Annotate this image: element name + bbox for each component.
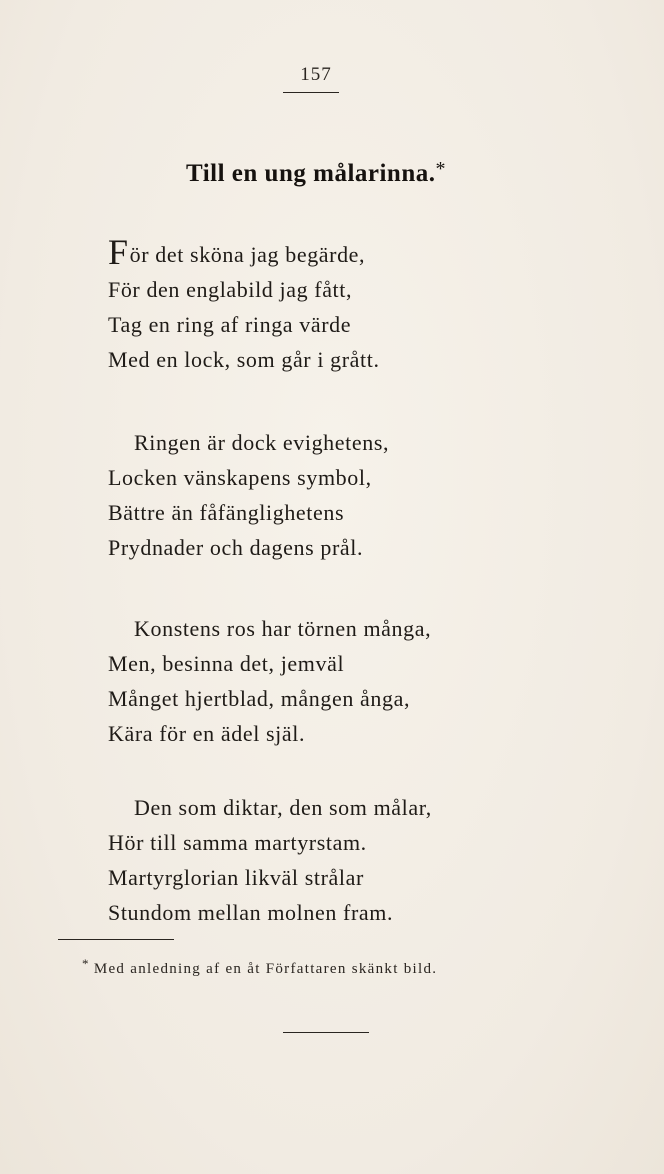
poem-line: Martyrglorian likväl strålar <box>108 865 364 890</box>
drop-cap: F <box>108 232 129 272</box>
page-number-rule <box>283 92 339 93</box>
poem-line: Med en lock, som går i grått. <box>108 347 380 372</box>
poem-line: Stundom mellan molnen fram. <box>108 900 394 925</box>
footnote-rule <box>58 939 174 940</box>
poem-line: För den englabild jag fått, <box>108 277 353 302</box>
footnote-marker: * <box>82 956 90 971</box>
poem-line-first <box>108 232 628 272</box>
first-line-rest: ör det sköna jag begärde, <box>129 242 366 267</box>
poem-line: Hör till samma martyrstam. <box>108 830 367 855</box>
stanza-3 <box>108 611 628 751</box>
end-rule <box>283 1032 369 1033</box>
poem-line: Locken vänskapens symbol, <box>108 465 372 490</box>
footnote-reference-marker: * <box>435 158 446 180</box>
poem-line: Tag en ring af ringa värde <box>108 312 352 337</box>
poem-line: Men, besinna det, jemväl <box>108 651 345 676</box>
poem-title <box>0 158 632 188</box>
stanza-2 <box>108 425 628 565</box>
poem-line: Den som diktar, den som målar, <box>134 795 432 820</box>
poem-title-text: Till en ung målarinna. <box>186 160 436 187</box>
footnote <box>82 956 642 978</box>
footnote-text: Med anledning af en åt Författaren skänkt bild. <box>93 961 438 977</box>
page-number: 157 <box>300 64 332 85</box>
stanza-1 <box>108 232 628 377</box>
poem-line: Ringen är dock evighetens, <box>134 430 390 455</box>
stanza-4 <box>108 790 628 930</box>
poem-line: Kära för en ädel själ. <box>108 721 306 746</box>
poem-line: Bättre än fåfänglighetens <box>108 500 345 525</box>
poem-line: Månget hjertblad, mången ånga, <box>108 686 411 711</box>
poem-line: Prydnader och dagens prål. <box>108 535 364 560</box>
poem-line: Konstens ros har törnen många, <box>134 616 432 641</box>
